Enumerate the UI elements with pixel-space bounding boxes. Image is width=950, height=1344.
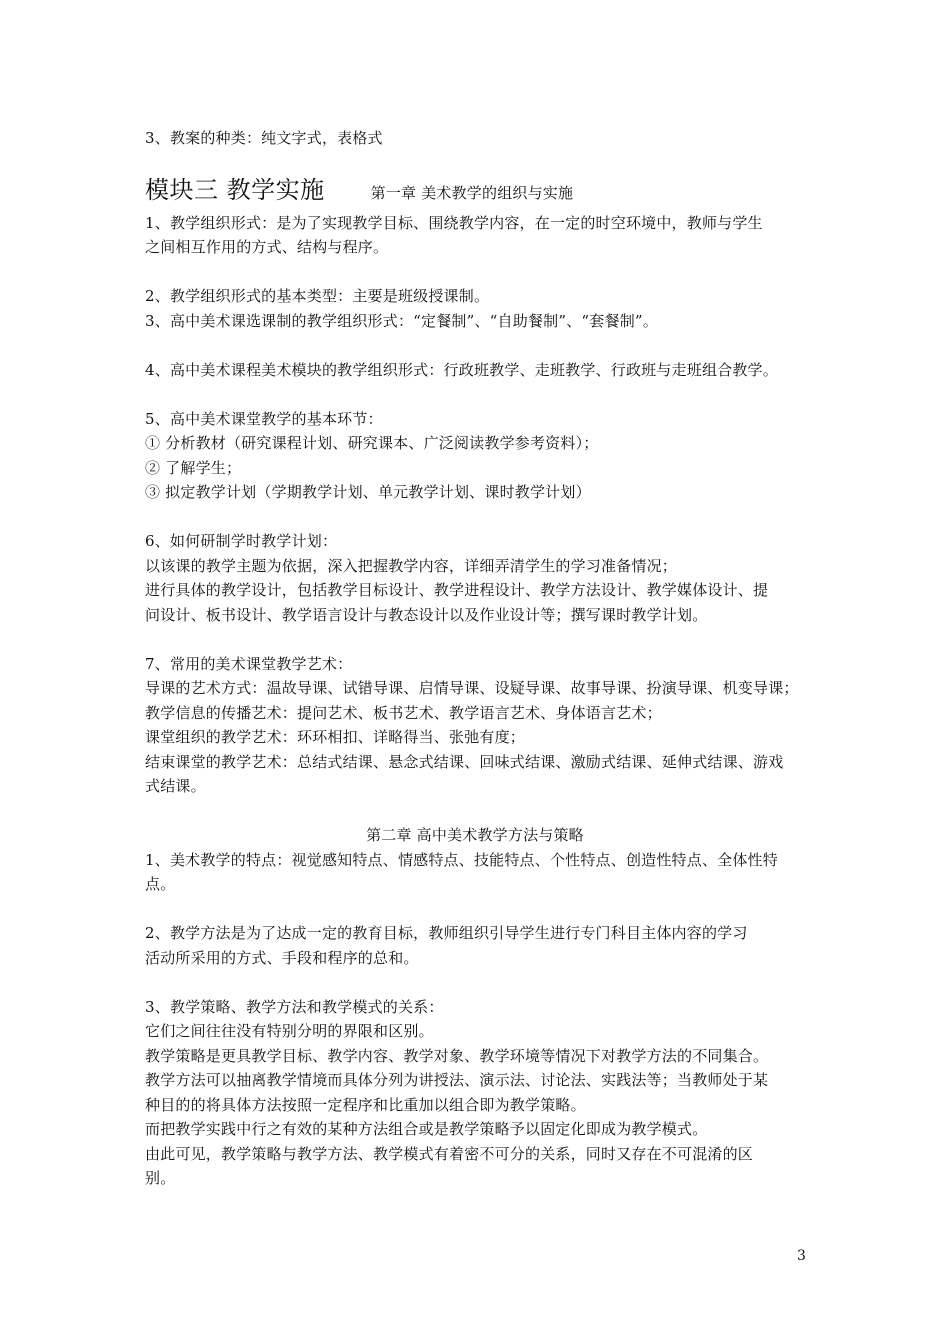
blank-line xyxy=(145,799,825,824)
chapter-two-title: 第二章 高中美术教学方法与策略 xyxy=(366,826,584,844)
text-line: 2、教学组织形式的基本类型：主要是班级授课制。 xyxy=(145,287,490,305)
blank-line xyxy=(145,897,825,922)
text-line: 由此可见，教学策略与教学方法、教学模式有着密不可分的关系，同时又存在不可混淆的区 xyxy=(145,1144,754,1163)
page-content xyxy=(145,126,825,1191)
text-line: 导课的艺术方式：温故导课、试错导课、启情导课、设疑导课、故事导课、扮演导课、机变导课； xyxy=(145,679,799,697)
text-line: 进行具体的教学设计，包括教学目标设计、教学进程设计、教学方法设计、教学媒体设计、提 xyxy=(145,581,769,599)
text-line: 4、高中美术课程美术模块的教学组织形式：行政班教学、走班教学、行政班与走班组合教学。 xyxy=(145,360,778,379)
page-number: 3 xyxy=(797,1248,806,1264)
text-line: 之间相互作用的方式、结构与程序。 xyxy=(145,238,389,256)
blank-line xyxy=(145,382,825,407)
text-line: 3、高中美术课选课制的教学组织形式：“定餐制”、“自助餐制”、“套餐制”。 xyxy=(145,311,658,330)
module-title: 模块三 教学实施 xyxy=(145,175,325,204)
text-line: 课堂组织的教学艺术：环环相扣、详略得当、张弛有度； xyxy=(145,728,526,746)
text-line: 以该课的教学主题为依据，深入把握教学内容，详细弄清学生的学习准备情况； xyxy=(145,556,678,575)
blank-line xyxy=(145,970,825,995)
text-line: 7、常用的美术课堂教学艺术： xyxy=(145,654,353,673)
text-line: 它们之间往往没有特别分明的界限和区别。 xyxy=(145,1022,434,1040)
intro-lines xyxy=(145,126,825,151)
blank-line xyxy=(145,333,825,358)
chapter-two-body xyxy=(145,848,825,1191)
text-line: 问设计、板书设计、教学语言设计与教态设计以及作业设计等；撰写课时教学计划。 xyxy=(145,605,708,624)
blank-line xyxy=(145,505,825,530)
blank-line xyxy=(145,260,825,285)
text-line: 5、高中美术课堂教学的基本环节： xyxy=(145,409,383,428)
text-line: ③ 拟定教学计划（学期教学计划、单元教学计划、课时教学计划） xyxy=(145,483,591,501)
text-line: 而把教学实践中行之有效的某种方法组合或是教学策略予以固定化即成为教学模式。 xyxy=(145,1120,708,1138)
text-line: 1、教学组织形式：是为了实现教学目标、围绕教学内容，在一定的时空环境中，教师与学生 xyxy=(145,213,763,232)
chapter-one-title: 第一章 美术教学的组织与实施 xyxy=(370,183,574,202)
text-line: 2、教学方法是为了达成一定的教育目标，教师组织引导学生进行专门科目主体内容的学习 xyxy=(145,924,748,942)
text-line: ② 了解学生； xyxy=(145,458,242,477)
text-line: 教学方法可以抽离教学情境而具体分列为讲授法、演示法、讨论法、实践法等；当教师处于某 xyxy=(145,1071,769,1089)
text-line: 1、美术教学的特点：视觉感知特点、情感特点、技能特点、个性特点、创造性特点、全体性特 xyxy=(145,850,778,869)
text-line: 教学策略是更具教学目标、教学内容、教学对象、教学环境等情况下对教学方法的不同集合。 xyxy=(145,1046,769,1065)
text-line: 3、教案的种类：纯文字式，表格式 xyxy=(145,129,383,147)
text-line: 点。 xyxy=(145,875,176,893)
text-line: 式结课。 xyxy=(145,777,206,795)
text-line: ① 分析教材（研究课程计划、研究课本、广泛阅读教学参考资料）； xyxy=(145,434,599,452)
text-line: 结束课堂的教学艺术：总结式结课、悬念式结课、回味式结课、激励式结课、延伸式结课、游戏 xyxy=(145,752,784,771)
text-line: 6、如何研制学时教学计划： xyxy=(145,532,338,550)
text-line: 种目的的将具体方法按照一定程序和比重加以组合即为教学策略。 xyxy=(145,1095,586,1114)
text-line: 活动所采用的方式、手段和程序的总和。 xyxy=(145,948,419,967)
chapter-one-body xyxy=(145,211,825,824)
module-heading-row xyxy=(145,173,825,207)
blank-line xyxy=(145,627,825,652)
text-line: 3、教学策略、教学方法和教学模式的关系： xyxy=(145,997,444,1016)
text-line: 别。 xyxy=(145,1169,176,1187)
text-line: 教学信息的传播艺术：提问艺术、板书艺术、教学语言艺术、身体语言艺术； xyxy=(145,703,662,722)
